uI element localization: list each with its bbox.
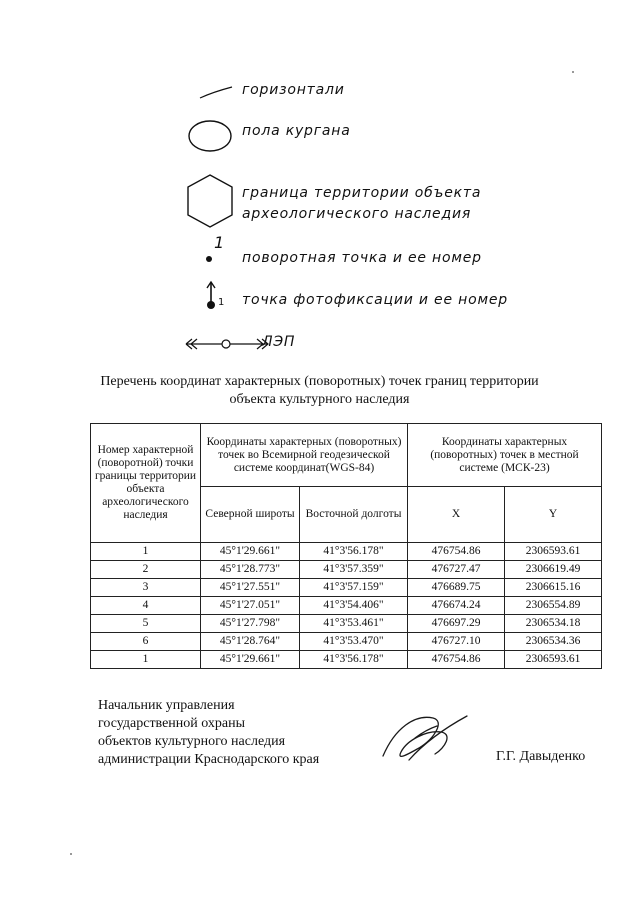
cell-y: 2306554.89 — [505, 597, 602, 615]
position-line-1: Начальник управления — [98, 698, 235, 713]
cell-number: 5 — [91, 615, 201, 633]
table-row — [91, 561, 602, 579]
legend-turn-point-label: поворотная точка и ее номер — [242, 250, 482, 266]
legend-boundary-label-1: граница территории объекта — [242, 185, 482, 201]
header-east: Восточной долготы — [300, 487, 408, 543]
cell-number: 2 — [91, 561, 201, 579]
legend-power-line-label: ЛЭП — [262, 334, 296, 350]
cell-number: 3 — [91, 579, 201, 597]
position-line-3: объектов культурного наследия — [98, 734, 286, 749]
cell-y: 2306619.49 — [505, 561, 602, 579]
cell-lat: 45°1'28.773" — [201, 561, 300, 579]
cell-x: 476754.86 — [408, 543, 505, 561]
cell-x: 476674.24 — [408, 597, 505, 615]
table-row — [91, 543, 602, 561]
table-row — [91, 579, 602, 597]
cell-lon: 41°3'53.470" — [300, 633, 408, 651]
cell-x: 476697.29 — [408, 615, 505, 633]
cell-x: 476727.10 — [408, 633, 505, 651]
cell-y: 2306534.36 — [505, 633, 602, 651]
cell-y: 2306593.61 — [505, 543, 602, 561]
handwritten-signature — [375, 708, 471, 768]
signature-block — [98, 697, 319, 769]
cell-lat: 45°1'27.798" — [201, 615, 300, 633]
cell-lon: 41°3'56.178" — [300, 543, 408, 561]
contour-line-icon — [198, 84, 234, 102]
cell-x: 476727.47 — [408, 561, 505, 579]
turn-point-number: 1 — [214, 233, 225, 252]
cell-y: 2306593.61 — [505, 651, 602, 669]
legend-photo-point-label: точка фотофиксации и ее номер — [242, 292, 508, 308]
legend-mound-floor-label: пола кургана — [242, 123, 351, 139]
table-row — [91, 597, 602, 615]
title-line-1: Перечень координат характерных (поворотных) точек границ территории — [100, 374, 539, 389]
ellipse-icon — [186, 118, 234, 154]
cell-lon: 41°3'53.461" — [300, 615, 408, 633]
cell-lon: 41°3'57.359" — [300, 561, 408, 579]
cell-x: 476754.86 — [408, 651, 505, 669]
cell-number: 6 — [91, 633, 201, 651]
header-wgs-group: Координаты характерных (поворотных) точек во Всемирной геодезической системе координат(WGS-84) — [201, 424, 408, 487]
scan-speck — [572, 71, 574, 73]
cell-lat: 45°1'27.051" — [201, 597, 300, 615]
position-line-4: администрации Краснодарского края — [98, 752, 320, 767]
cell-lat: 45°1'28.764" — [201, 633, 300, 651]
cell-number: 1 — [91, 543, 201, 561]
coordinates-table — [90, 423, 602, 669]
scan-speck — [70, 853, 72, 855]
table-row — [91, 651, 602, 669]
title-line-2: объекта культурного наследия — [229, 392, 410, 407]
table-row — [91, 615, 602, 633]
cell-lat: 45°1'29.661" — [201, 651, 300, 669]
legend-boundary-label-2: археологического наследия — [242, 206, 472, 222]
cell-number: 1 — [91, 651, 201, 669]
cell-lon: 41°3'57.159" — [300, 579, 408, 597]
header-point-number: Номер характерной (поворотной) точки границы территории объекта археологического наследия — [91, 424, 201, 543]
header-y: Y — [505, 487, 602, 543]
photo-point-number: 1 — [218, 297, 226, 308]
document-title — [0, 373, 639, 409]
hexagon-icon — [184, 172, 236, 230]
legend-contours-label: горизонтали — [242, 82, 345, 98]
cell-lat: 45°1'27.551" — [201, 579, 300, 597]
cell-lon: 41°3'54.406" — [300, 597, 408, 615]
cell-lat: 45°1'29.661" — [201, 543, 300, 561]
header-x: X — [408, 487, 505, 543]
position-line-2: государственной охраны — [98, 716, 246, 731]
cell-x: 476689.75 — [408, 579, 505, 597]
power-line-icon — [184, 336, 270, 352]
cell-y: 2306615.16 — [505, 579, 602, 597]
header-local-group: Координаты характерных (поворотных) точек в местной системе (МСК-23) — [408, 424, 602, 487]
signer-name: Г.Г. Давыденко — [496, 749, 586, 764]
dot-icon — [204, 254, 214, 264]
table-row — [91, 633, 602, 651]
cell-number: 4 — [91, 597, 201, 615]
cell-y: 2306534.18 — [505, 615, 602, 633]
cell-lon: 41°3'56.178" — [300, 651, 408, 669]
header-north: Северной широты — [201, 487, 300, 543]
photo-point-icon — [205, 280, 217, 312]
